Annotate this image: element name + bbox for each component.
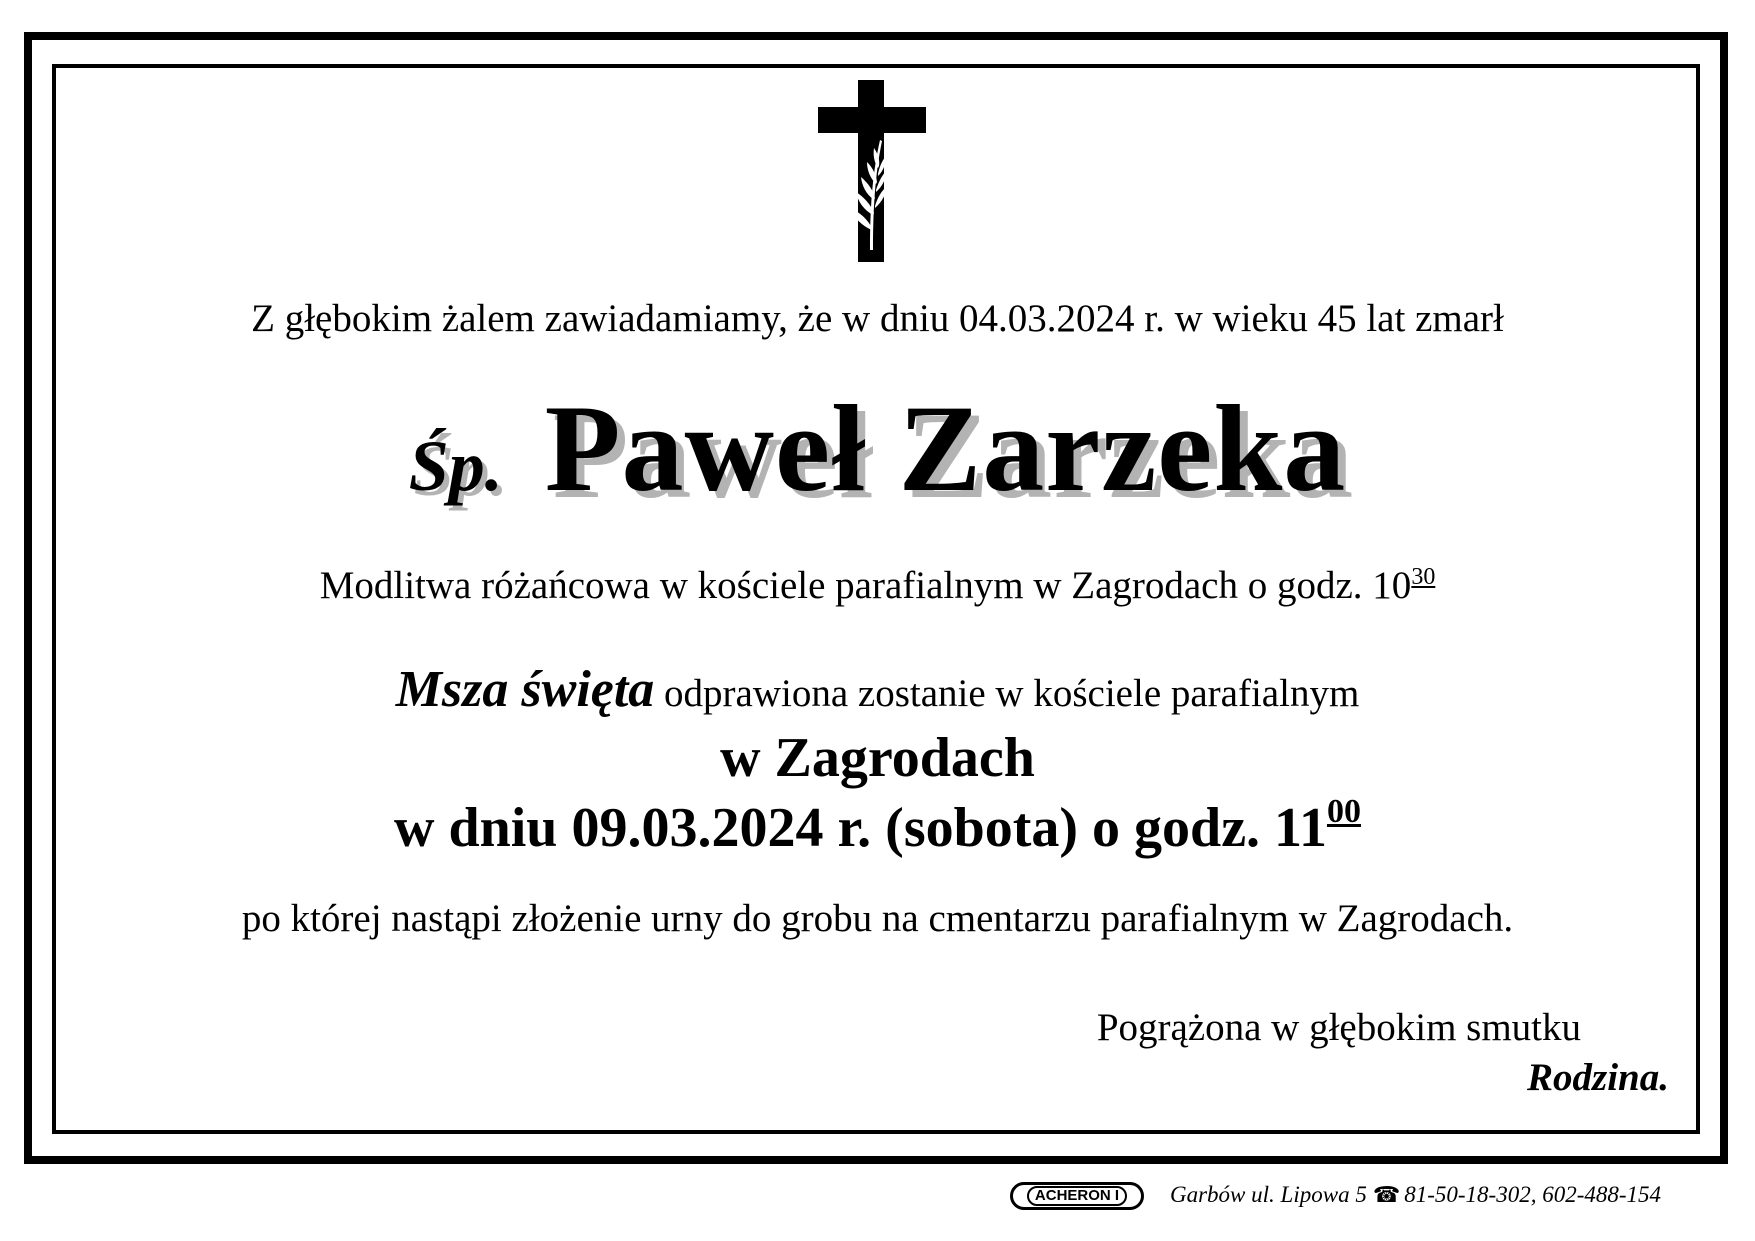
deceased-name: Paweł Zarzeka	[544, 380, 1347, 517]
mass-title: Msza święta	[395, 661, 655, 718]
mass-place: w Zagrodach	[720, 727, 1035, 789]
rosary-minutes: 30	[1411, 564, 1436, 590]
logo-text: ACHERON I	[1027, 1186, 1127, 1206]
rosary-text	[0, 563, 1755, 608]
signature-line: Pogrążona w głębokim smutku	[1096, 1006, 1581, 1049]
acheron-logo	[1010, 1182, 1144, 1210]
footer-phones: 81-50-18-302, 602-488-154	[1404, 1182, 1662, 1207]
mass-minutes: 00	[1326, 793, 1361, 830]
signature: Rodzina.	[1527, 1056, 1669, 1099]
footer-address-line	[1170, 1182, 1661, 1208]
mass-date: w dniu 09.03.2024 r. (sobota) o godz. 11	[394, 797, 1327, 859]
mass-text: odprawiona zostanie w kościele parafialnym	[664, 672, 1360, 715]
rosary-label: Modlitwa różańcowa w kościele parafialnym w Zagrodach o godz. 10	[319, 564, 1412, 607]
phone-icon: ☎	[1372, 1182, 1401, 1207]
name-prefix: Śp.	[408, 426, 503, 506]
footer-address: Garbów ul. Lipowa 5	[1170, 1182, 1367, 1207]
name-row	[0, 378, 1755, 520]
mass-date-line	[0, 793, 1755, 860]
mass-line	[0, 660, 1755, 719]
burial-text: po której nastąpi złożenie urny do grobu na cmentarzu parafialnym w Zagrodach.	[241, 897, 1514, 940]
footer	[1010, 1180, 1720, 1216]
cross-icon	[818, 80, 926, 262]
intro-text: Z głębokim żalem zawiadamiamy, że w dniu 04.03.2024 r. w wieku 45 lat zmarł	[251, 297, 1504, 340]
